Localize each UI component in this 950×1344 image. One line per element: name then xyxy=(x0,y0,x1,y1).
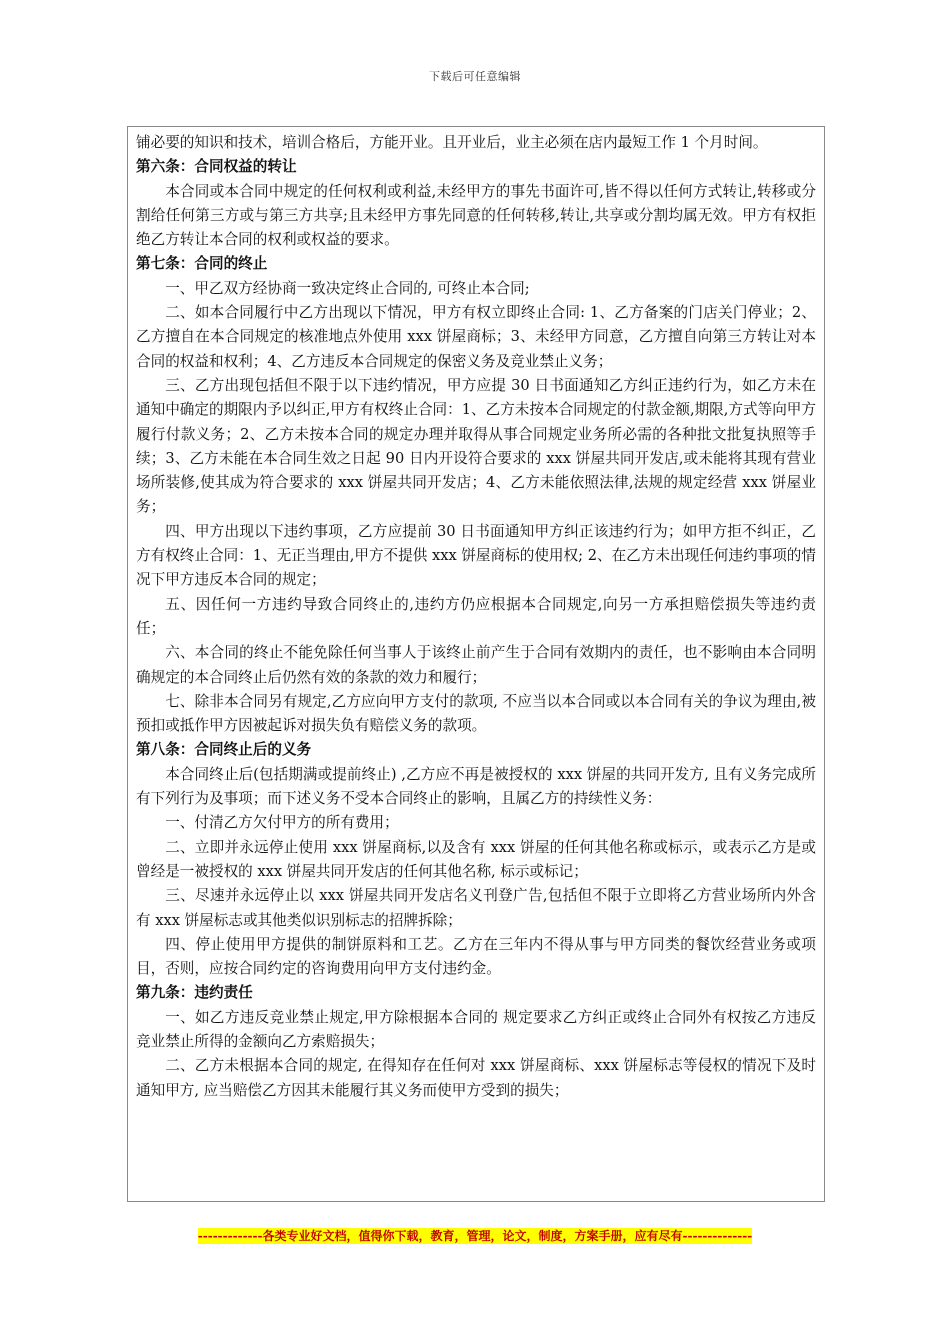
paragraph: 四、甲方出现以下违约事项，乙方应提前 30 日书面通知甲方纠正该违约行为；如甲方拒不纠正，乙方有权终止合同：1、无正当理由,甲方不提供 xxx 饼屋商标的使用权; 2、在乙方未出现任何违约事项的情况下甲方违反本合同的规定； xyxy=(136,522,816,589)
section-heading: 第六条：合同权益的转让 xyxy=(136,158,297,176)
paragraph: 二、立即并永远停止使用 xxx 饼屋商标,以及含有 xxx 饼屋的任何其他名称或标示，或表示乙方是或曾经是一被授权的 xxx 饼屋共同开发店的任何其他名称, 标示或标记； xyxy=(136,838,816,880)
page-footer xyxy=(0,1227,950,1244)
section-heading: 第七条：合同的终止 xyxy=(136,255,268,273)
paragraph: 一、付清乙方欠付甲方的所有费用； xyxy=(165,814,399,832)
paragraph: 铺必要的知识和技术，培训合格后，方能开业。且开业后，业主必须在店内最短工作 1 个月时间。 xyxy=(136,134,768,151)
paragraph: 六、本合同的终止不能免除任何当事人于该终止前产生于合同有效期内的责任，也不影响由本合同明确规定的本合同终止后仍然有效的条款的效力和履行； xyxy=(136,644,816,686)
paragraph: 三、乙方出现包括但不限于以下违约情况，甲方应提 30 日书面通知乙方纠正违约行为，如乙方未在通知中确定的期限内予以纠正,甲方有权终止合同：1、乙方未按本合同规定的付款金额,期限,方式等向甲方履行付款义务；2、乙方未按本合同的规定办理并取得从事合同规定业务所必需的各种批文批复执照等手续；3、乙方未能在本合同生效之日起 90 日内开设符合要求的 xxx 饼屋共同开发店,或未能将其现有营业场所装修,使其成为符合要求的 xxx 饼屋共同开发店；4、乙方未能依照法律,法规的规定经营 xxx 饼屋业务； xyxy=(136,376,816,516)
paragraph: 五、因任何一方违约导致合同终止的,违约方仍应根据本合同规定,向另一方承担赔偿损失等违约责任； xyxy=(136,595,816,637)
paragraph: 七、除非本合同另有规定,乙方应向甲方支付的款项, 不应当以本合同或以本合同有关的争议为理由,被预扣或抵作甲方因被起诉对损失负有赔偿义务的款项。 xyxy=(136,692,816,735)
paragraph: 三、尽速并永远停止以 xxx 饼屋共同开发店名义刊登广告,包括但不限于立即将乙方营业场所内外含有 xxx 饼屋标志或其他类似识别标志的招牌拆除； xyxy=(136,887,816,929)
section-heading: 第九条：违约责任 xyxy=(136,984,253,1002)
paragraph: 一、如乙方违反竞业禁止规定,甲方除根据本合同的 规定要求乙方纠正或终止合同外有权按乙方违反竞业禁止所得的金额向乙方索赔损失； xyxy=(136,1008,816,1050)
section-heading: 第八条：合同终止后的义务 xyxy=(136,741,312,759)
paragraph: 二、乙方未根据本合同的规定, 在得知存在任何对 xxx 饼屋商标、xxx 饼屋标志等侵权的情况下及时通知甲方, 应当赔偿乙方因其未能履行其义务而使甲方受到的损失； xyxy=(136,1057,816,1099)
page-header: 下载后可任意编辑 xyxy=(429,70,521,83)
document-body xyxy=(127,126,825,1202)
paragraph: 本合同或本合同中规定的任何权利或利益,未经甲方的事先书面许可,皆不得以任何方式转让,转移或分割给任何第三方或与第三方共享;且未经甲方事先同意的任何转移,转让,共享或分割均属无效。甲方有权拒绝乙方转让本合同的权利或权益的要求。 xyxy=(136,182,816,249)
paragraph: 二、如本合同履行中乙方出现以下情况，甲方有权立即终止合同: 1、乙方备案的门店关门停业；2、乙方擅自在本合同规定的核准地点外使用 xxx 饼屋商标；3、未经甲方同意，乙方擅自向第三方转让对本合同的权益和权利；4、乙方违反本合同规定的保密义务及竞业禁止义务； xyxy=(136,304,816,370)
paragraph: 四、停止使用甲方提供的制饼原料和工艺。乙方在三年内不得从事与甲方同类的餐饮经营业务或项目，否则，应按合同约定的咨询费用向甲方支付违约金。 xyxy=(136,935,816,978)
paragraph: 本合同终止后(包括期满或提前终止) ,乙方应不再是被授权的 xxx 饼屋的共同开发方, 且有义务完成所有下列行为及事项；而下述义务不受本合同终止的影响，且属乙方的持续性义务： xyxy=(136,765,816,808)
paragraph: 一、甲乙双方经协商一致决定终止合同的, 可终止本合同; xyxy=(165,279,530,297)
footer-banner: -------------各类专业好文档，值得你下载，教育，管理，论文，制度，方案手册，应有尽有-------------- xyxy=(197,1229,753,1243)
